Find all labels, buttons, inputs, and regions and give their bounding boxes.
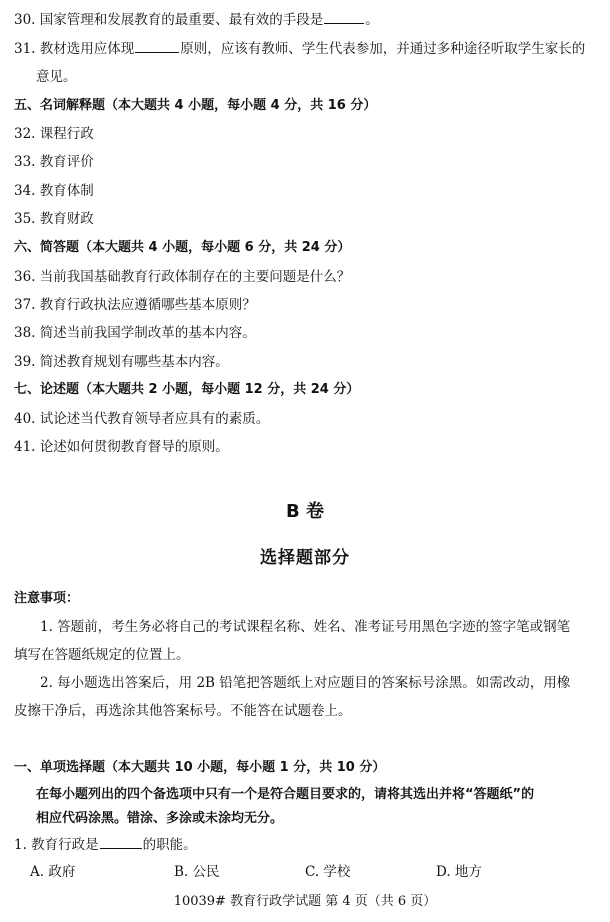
answer-blank bbox=[100, 836, 142, 849]
notice-item-1-cont: 填写在答题纸规定的位置上。 bbox=[14, 647, 190, 663]
question-37: 37. 教育行政执法应遵循哪些基本原则？ bbox=[14, 297, 256, 313]
page-footer: 10039# 教育行政学试题 第 4 页（共 6 页） bbox=[173, 894, 437, 909]
section-1-instruction: 在每小题列出的四个备选项中只有一个是符合题目要求的，请将其选出并将“答题纸”的 bbox=[36, 787, 535, 802]
question-30-end: 。 bbox=[365, 12, 379, 28]
answer-blank bbox=[324, 11, 364, 24]
question-34: 34. 教育体制 bbox=[14, 183, 94, 199]
section-subtitle: 选择题部分 bbox=[260, 548, 350, 568]
paper-b-title: B 卷 bbox=[286, 501, 324, 522]
question-31-text-rest: 原则，应该有教师、学生代表参加，并通过多种途径听取学生家长的 bbox=[180, 41, 586, 57]
question-41: 41. 论述如何贯彻教育督导的原则。 bbox=[14, 439, 229, 455]
question-1-text: 1. 教育行政是 bbox=[14, 837, 99, 853]
question-1 bbox=[14, 836, 598, 854]
question-38: 38. 简述当前我国学制改革的基本内容。 bbox=[14, 325, 256, 341]
question-30 bbox=[14, 11, 598, 29]
question-31-text: 31. 教材选用应体现 bbox=[14, 41, 135, 57]
question-40: 40. 试论述当代教育领导者应具有的素质。 bbox=[14, 411, 270, 427]
question-31-continuation: 意见。 bbox=[36, 69, 77, 85]
option-d: D. 地方 bbox=[436, 864, 482, 880]
question-1-end: 的职能。 bbox=[142, 837, 197, 853]
notice-item-2-cont: 皮擦干净后，再选涂其他答案标号。不能答在试题卷上。 bbox=[14, 703, 352, 719]
section-6-header: 六、简答题（本大题共 4 小题，每小题 6 分，共 24 分） bbox=[14, 240, 351, 255]
section-7-header: 七、论述题（本大题共 2 小题，每小题 12 分，共 24 分） bbox=[14, 382, 360, 397]
question-39: 39. 简述教育规划有哪些基本内容。 bbox=[14, 354, 229, 370]
option-b: B. 公民 bbox=[174, 864, 220, 880]
section-1-header: 一、单项选择题（本大题共 10 小题，每小题 1 分，共 10 分） bbox=[14, 760, 386, 775]
question-32: 32. 课程行政 bbox=[14, 126, 94, 142]
answer-blank bbox=[135, 40, 179, 53]
notice-label: 注意事项： bbox=[14, 591, 80, 606]
option-a: A. 政府 bbox=[30, 864, 76, 880]
notice-item-2: 2. 每小题选出答案后，用 2B 铅笔把答题纸上对应题目的答案标号涂黑。如需改动，用橡 bbox=[40, 675, 571, 691]
question-33: 33. 教育评价 bbox=[14, 154, 94, 170]
option-c: C. 学校 bbox=[305, 864, 351, 880]
section-1-instruction-cont: 相应代码涂黑。错涂、多涂或未涂均无分。 bbox=[36, 811, 284, 826]
section-5-header: 五、名词解释题（本大题共 4 小题，每小题 4 分，共 16 分） bbox=[14, 98, 377, 113]
question-35: 35. 教育财政 bbox=[14, 211, 94, 227]
question-30-text: 30. 国家管理和发展教育的最重要、最有效的手段是 bbox=[14, 12, 324, 28]
question-31 bbox=[14, 40, 598, 58]
notice-item-1: 1. 答题前，考生务必将自己的考试课程名称、姓名、准考证号用黑色字迹的签字笔或钢笔 bbox=[40, 619, 571, 635]
question-36: 36. 当前我国基础教育行政体制存在的主要问题是什么？ bbox=[14, 269, 351, 285]
